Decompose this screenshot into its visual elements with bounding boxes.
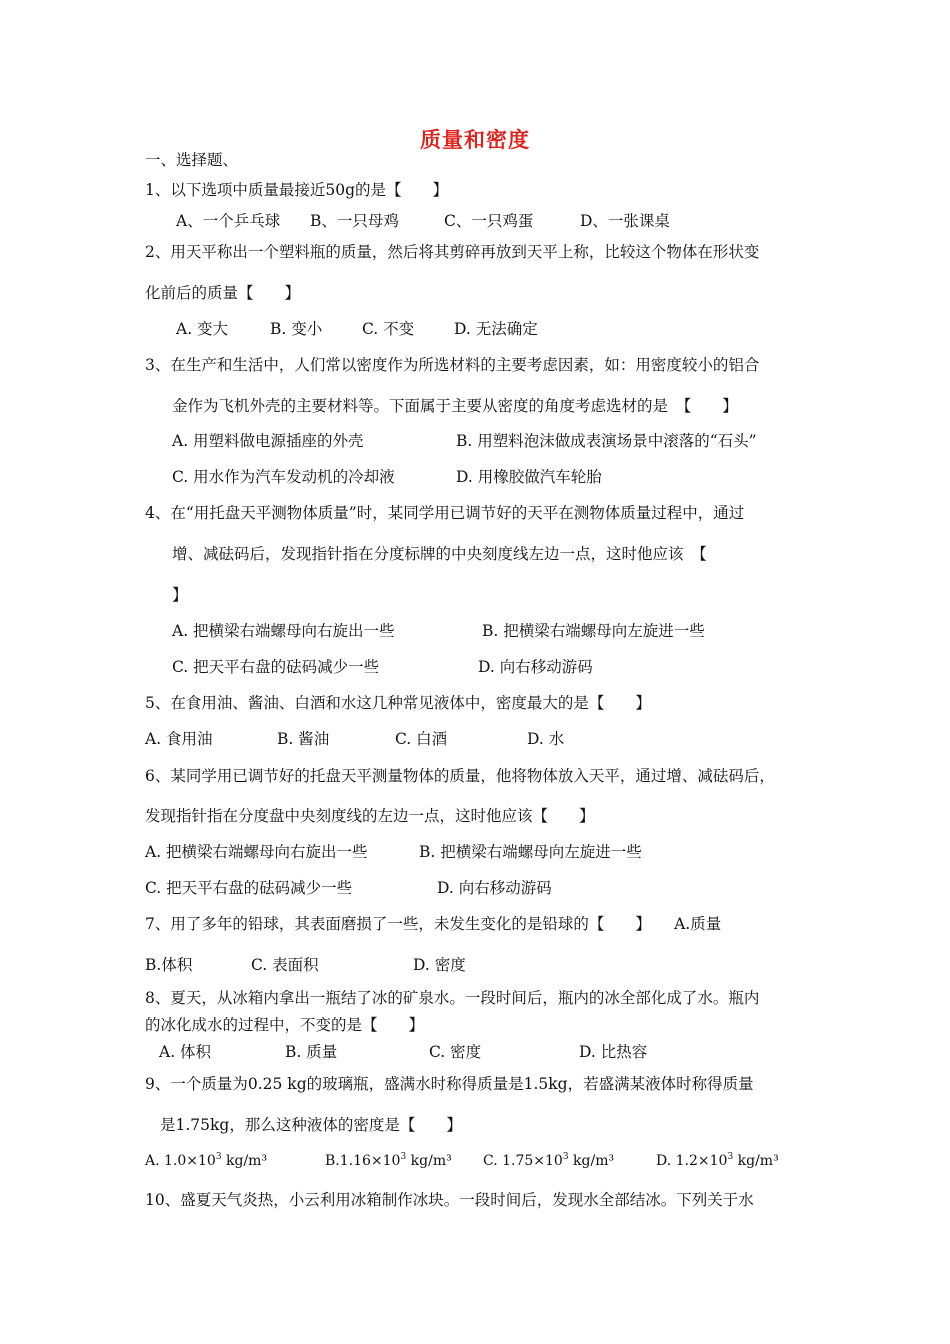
option-b: B. 酱油 bbox=[277, 730, 330, 748]
question-6-stem-line1: 6、某同学用已调节好的托盘天平测量物体的质量，他将物体放入天平，通过增、减砝码后， bbox=[145, 767, 775, 785]
option-b: B. 变小 bbox=[270, 320, 323, 338]
option-c: C. 不变 bbox=[362, 320, 415, 338]
option-c: C. 密度 bbox=[429, 1043, 482, 1061]
question-1-stem: 1、以下选项中质量最接近50g的是【 】 bbox=[145, 181, 449, 199]
option-d: D. $1.2\times 10^3$ kg/m³ bbox=[656, 1152, 779, 1169]
option-b: B. 质量 bbox=[285, 1043, 338, 1061]
question-9-stem-line2: 是1.75kg，那么这种液体的密度是【 】 bbox=[160, 1116, 462, 1134]
option-d: D. 向右移动游码 bbox=[437, 879, 552, 897]
option-d: D. 比热容 bbox=[579, 1043, 648, 1061]
option-d: D. 密度 bbox=[413, 956, 466, 974]
option-c: C. 表面积 bbox=[251, 956, 319, 974]
question-4-options-row1 bbox=[172, 621, 705, 641]
question-8-stem-line2: 的冰化成水的过程中，不变的是【 】 bbox=[145, 1016, 425, 1034]
option-d: D. 水 bbox=[527, 730, 565, 748]
question-5-options bbox=[145, 729, 564, 749]
option-c: C、一只鸡蛋 bbox=[444, 212, 534, 230]
option-b: B.体积 bbox=[145, 956, 193, 974]
option-d: D. 用橡胶做汽车轮胎 bbox=[456, 468, 602, 486]
option-b: B. 把横梁右端螺母向左旋进一些 bbox=[482, 622, 705, 640]
question-4-stem-line3: 】 bbox=[172, 586, 188, 604]
option-a: A、一个乒乓球 bbox=[176, 212, 281, 230]
option-a: A. 把横梁右端螺母向右旋出一些 bbox=[172, 622, 395, 640]
question-2-stem-line1: 2、用天平称出一个塑料瓶的质量，然后将其剪碎再放到天平上称，比较这个物体在形状变 bbox=[145, 243, 760, 261]
question-3-options-row2 bbox=[172, 467, 602, 487]
question-1-options bbox=[176, 211, 670, 231]
question-3-stem-line1: 3、在生产和生活中，人们常以密度作为所选材料的主要考虑因素，如：用密度较小的铝合 bbox=[145, 356, 760, 374]
option-d: D、一张课桌 bbox=[580, 212, 670, 230]
question-2-stem-line2: 化前后的质量【 】 bbox=[145, 284, 301, 302]
question-4-stem-line2: 增、减砝码后，发现指针指在分度标牌的中央刻度线左边一点，这时他应该 【 bbox=[172, 545, 707, 563]
question-4-options-row2 bbox=[172, 657, 593, 677]
question-7-options bbox=[145, 955, 466, 975]
option-a: A. $1.0\times 10^3$ kg/m³ bbox=[145, 1152, 268, 1169]
option-a: A. 体积 bbox=[159, 1043, 212, 1061]
question-9-options bbox=[145, 1151, 779, 1171]
question-3-options-row1 bbox=[172, 431, 757, 451]
question-8-options bbox=[159, 1042, 647, 1062]
option-a: A. 用塑料做电源插座的外壳 bbox=[172, 432, 364, 450]
option-c: C. 白酒 bbox=[395, 730, 448, 748]
page-title: 质量和密度 bbox=[420, 128, 530, 152]
question-2-options bbox=[176, 319, 538, 339]
option-b: B、一只母鸡 bbox=[310, 212, 399, 230]
section-heading: 一、选择题、 bbox=[145, 151, 239, 169]
question-6-options-row1 bbox=[145, 842, 642, 862]
option-b: B. 用塑料泡沫做成表演场景中滚落的“石头” bbox=[456, 432, 757, 450]
option-a: A. 食用油 bbox=[145, 730, 213, 748]
option-a: A. 把横梁右端螺母向右旋出一些 bbox=[145, 843, 368, 861]
option-c: C. $1.75\times 10^3$ kg/m³ bbox=[483, 1152, 615, 1169]
question-3-stem-line2: 金作为飞机外壳的主要材料等。下面属于主要从密度的角度考虑选材的是 【 】 bbox=[172, 397, 738, 415]
question-8-stem-line1: 8、夏天，从冰箱内拿出一瓶结了冰的矿泉水。一段时间后，瓶内的冰全部化成了水。瓶内 bbox=[145, 989, 760, 1007]
option-c: C. 把天平右盘的砝码减少一些 bbox=[172, 658, 380, 676]
option-d: D. 向右移动游码 bbox=[478, 658, 593, 676]
question-4-stem-line1: 4、在“用托盘天平测物体质量”时，某同学用已调节好的天平在测物体质量过程中，通过 bbox=[145, 504, 745, 522]
option-a: A. 变大 bbox=[176, 320, 229, 338]
option-b: B. 把横梁右端螺母向左旋进一些 bbox=[419, 843, 642, 861]
question-5-stem: 5、在食用油、酱油、白酒和水这几种常见液体中，密度最大的是【 】 bbox=[145, 694, 651, 712]
option-b: $B.1.16\times 10^3$ kg/m³ bbox=[325, 1152, 452, 1169]
question-6-stem-line2: 发现指针指在分度盘中央刻度线的左边一点，这时他应该【 】 bbox=[145, 807, 595, 825]
option-c: C. 把天平右盘的砝码减少一些 bbox=[145, 879, 353, 897]
option-d: D. 无法确定 bbox=[454, 320, 538, 338]
question-10-stem-line1: 10、盛夏天气炎热，小云利用冰箱制作冰块。一段时间后，发现水全部结冰。下列关于水 bbox=[145, 1191, 754, 1209]
question-9-stem-line1: 9、一个质量为0.25 kg的玻璃瓶，盛满水时称得质量是1.5kg，若盛满某液体时称得质量 bbox=[145, 1075, 754, 1093]
option-c: C. 用水作为汽车发动机的冷却液 bbox=[172, 468, 395, 486]
question-7-stem: 7、用了多年的铅球，其表面磨损了一些，未发生变化的是铅球的【 】 A.质量 bbox=[145, 915, 722, 933]
question-6-options-row2 bbox=[145, 878, 552, 898]
